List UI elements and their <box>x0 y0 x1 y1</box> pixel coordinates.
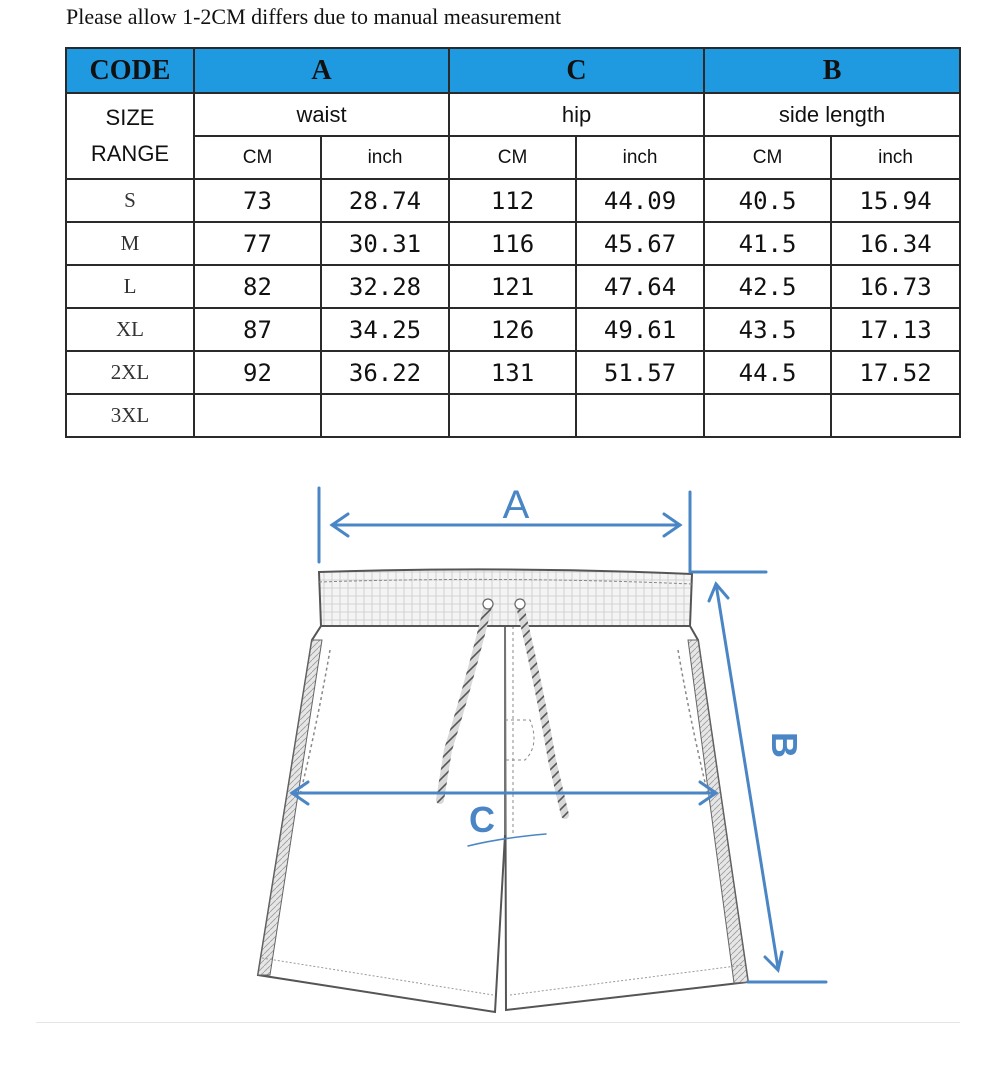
label-a: A <box>502 483 530 527</box>
value-cell: 77 <box>194 222 321 265</box>
value-cell: 42.5 <box>704 265 831 308</box>
unit-cell: inch <box>321 136 449 179</box>
group-c-header: C <box>449 48 704 93</box>
value-cell: 92 <box>194 351 321 394</box>
value-cell: 30.31 <box>321 222 449 265</box>
value-cell: 15.94 <box>831 179 960 222</box>
unit-cell: CM <box>449 136 576 179</box>
value-cell: 51.57 <box>576 351 704 394</box>
value-cell <box>321 394 449 437</box>
value-cell <box>831 394 960 437</box>
size-chart-table <box>65 47 961 438</box>
label-b: B <box>764 732 805 758</box>
waist-header: waist <box>194 93 449 136</box>
value-cell: 17.13 <box>831 308 960 351</box>
hip-header: hip <box>449 93 704 136</box>
unit-row <box>66 136 960 179</box>
value-cell: 87 <box>194 308 321 351</box>
value-cell: 73 <box>194 179 321 222</box>
value-cell: 47.64 <box>576 265 704 308</box>
value-cell: 34.25 <box>321 308 449 351</box>
value-cell: 45.67 <box>576 222 704 265</box>
value-cell: 41.5 <box>704 222 831 265</box>
value-cell <box>704 394 831 437</box>
value-cell: 28.74 <box>321 179 449 222</box>
size-cell: 3XL <box>66 394 194 437</box>
header-row <box>66 48 960 93</box>
table-row <box>66 308 960 351</box>
group-b-header: B <box>704 48 960 93</box>
value-cell <box>449 394 576 437</box>
size-cell: L <box>66 265 194 308</box>
value-cell: 43.5 <box>704 308 831 351</box>
size-cell: M <box>66 222 194 265</box>
group-a-header: A <box>194 48 449 93</box>
size-cell: 2XL <box>66 351 194 394</box>
value-cell: 16.73 <box>831 265 960 308</box>
measurement-note: Please allow 1-2CM differs due to manual measurement <box>66 4 562 29</box>
shorts-measurement-diagram <box>0 470 986 1030</box>
value-cell: 82 <box>194 265 321 308</box>
value-cell: 32.28 <box>321 265 449 308</box>
value-cell: 16.34 <box>831 222 960 265</box>
unit-cell: CM <box>704 136 831 179</box>
size-cell: XL <box>66 308 194 351</box>
size-cell: S <box>66 179 194 222</box>
value-cell: 17.52 <box>831 351 960 394</box>
table-row <box>66 351 960 394</box>
value-cell: 44.5 <box>704 351 831 394</box>
table-row <box>66 265 960 308</box>
value-cell: 126 <box>449 308 576 351</box>
unit-cell: CM <box>194 136 321 179</box>
unit-cell: inch <box>831 136 960 179</box>
label-c: C <box>469 799 495 840</box>
value-cell: 49.61 <box>576 308 704 351</box>
value-cell: 121 <box>449 265 576 308</box>
value-cell: 44.09 <box>576 179 704 222</box>
measurement-name-row <box>66 93 960 136</box>
unit-cell: inch <box>576 136 704 179</box>
value-cell <box>194 394 321 437</box>
shorts-outline <box>258 569 748 1012</box>
value-cell: 36.22 <box>321 351 449 394</box>
size-range-label: SIZE RANGE <box>90 105 170 166</box>
code-header: CODE <box>66 48 194 93</box>
table-row <box>66 179 960 222</box>
value-cell: 40.5 <box>704 179 831 222</box>
table-row <box>66 222 960 265</box>
divider <box>36 1022 960 1023</box>
side-length-header: side length <box>704 93 960 136</box>
value-cell: 116 <box>449 222 576 265</box>
value-cell: 131 <box>449 351 576 394</box>
table-row <box>66 394 960 437</box>
size-range-header <box>66 93 194 179</box>
value-cell: 112 <box>449 179 576 222</box>
value-cell <box>576 394 704 437</box>
